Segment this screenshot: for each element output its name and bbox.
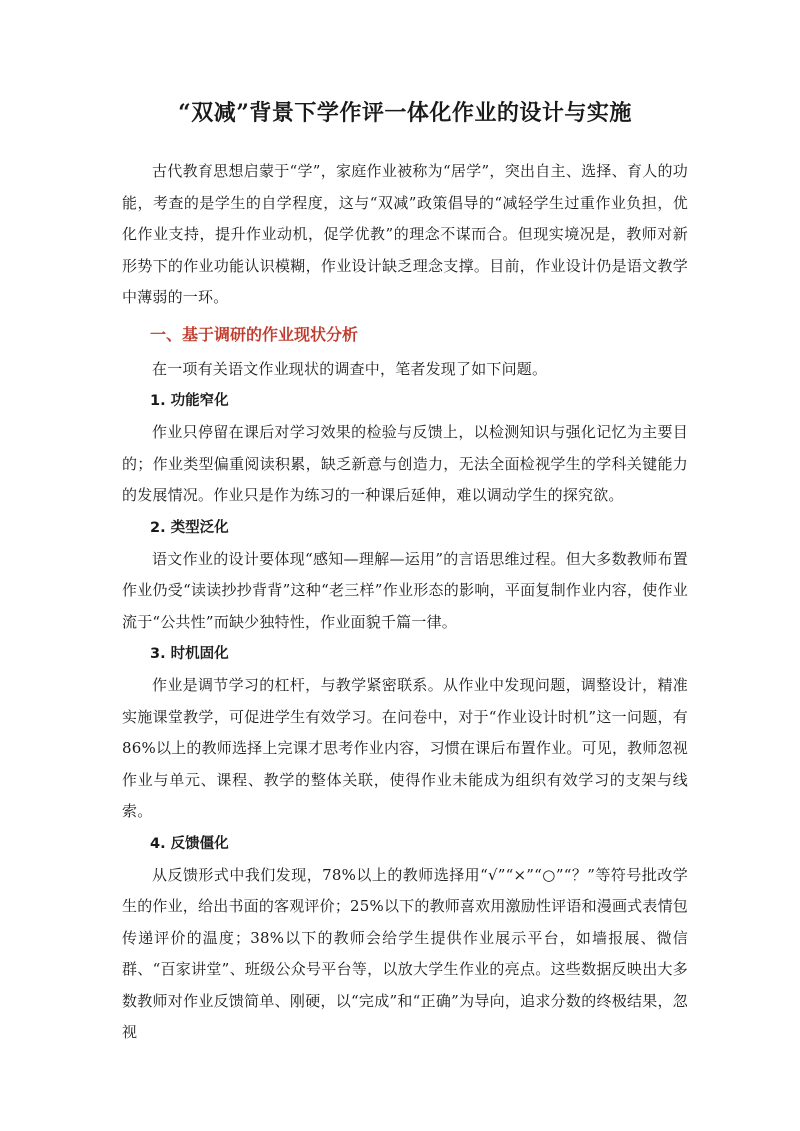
section-heading: 一、基于调研的作业现状分析 [150, 324, 359, 344]
section-lead-paragraph: 在一项有关语文作业现状的调查中，笔者发现了如下问题。 [152, 359, 548, 378]
intro-paragraph: 古代教育思想启蒙于“学”，家庭作业被称为“居学”，突出自主、选择、育人的功能，考查的是学生的自学程度，这与“双减”政策倡导的“减轻学生过重作业负担，优化作业支持，提升作业动机，促学优教”的理念不谋而合。但现实境况是，教师对新形势下的作业功能认识模糊，作业设计缺乏理念支撑。目前，作业设计仍是语文教学中薄弱的一环。 [122, 162, 688, 306]
subsection-heading-4: 4. 反馈僵化 [150, 835, 229, 852]
subsection-body-2: 语文作业的设计要体现“感知—理解—运用”的言语思维过程。但大多数教师布置作业仍受“读读抄抄背背”这种“老三样”作业形态的影响，平面复制作业内容，使作业流于“公共性”而缺少独特性，作业面貌千篇一律。 [122, 549, 688, 631]
subsection-body-3: 作业是调节学习的杠杆，与教学紧密联系。从作业中发现问题，调整设计，精准实施课堂教学，可促进学生有效学习。在问卷中，对于“作业设计时机”这一问题，有86%以上的教师选择上完课才思考作业内容，习惯在课后布置作业。可见，教师忽视作业与单元、课程、教学的整体关联，使得作业未能成为组织有效学习的支架与线索。 [122, 676, 688, 820]
subsection-heading-2: 2. 类型泛化 [150, 519, 229, 536]
subsection-heading-1: 1. 功能窄化 [150, 393, 229, 409]
subsection-heading-3: 3. 时机固化 [150, 646, 229, 662]
subsection-body-4: 从反馈形式中我们发现，78%以上的教师选择用“√”“×”“○”“？”等符号批改学生的作业，给出书面的客观评价；25%以下的教师喜欢用激励性评语和漫画式表情包传递评价的温度；38%以下的教师会给学生提供作业展示平台，如墙报展、微信群、“百家讲堂”、班级公众号平台等，以放大学生作业的亮点。这些数据反映出大多数教师对作业反馈简单、刚硬，以“完成”和“正确”为导向，追求分数的终极结果，忽视 [122, 865, 688, 1041]
subsection-body-1: 作业只停留在课后对学习效果的检验与反馈上，以检测知识与强化记忆为主要目的；作业类型偏重阅读积累，缺乏新意与创造力，无法全面检视学生的学科关键能力的发展情况。作业只是作为练习的一种课后延伸，难以调动学生的探究欲。 [122, 423, 688, 504]
document-title: “双减”背景下学作评一体化作业的设计与实施 [178, 100, 632, 126]
